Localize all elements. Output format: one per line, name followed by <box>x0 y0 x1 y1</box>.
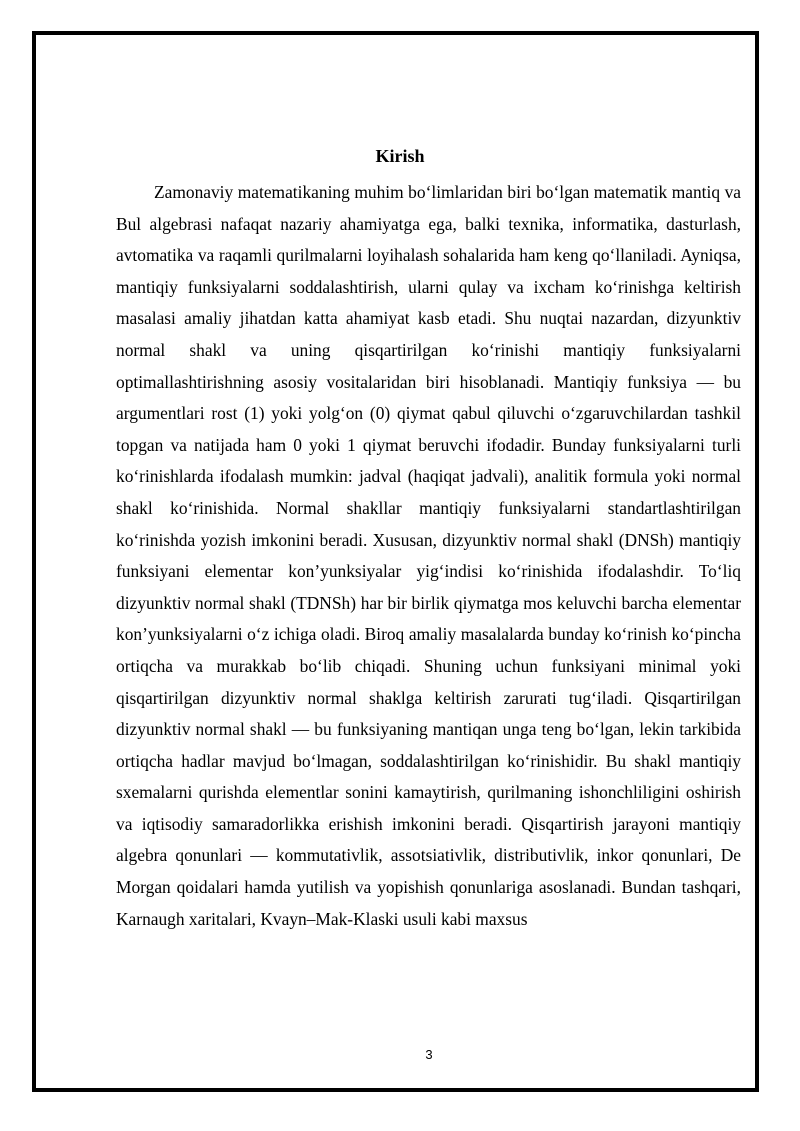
section-heading: Kirish <box>375 146 425 166</box>
page-number: 3 <box>425 1047 433 1062</box>
body-paragraph: Zamonaviy matematikaning muhim bo‘limlaridan biri bo‘lgan matematik mantiq va Bul algebrasi nafaqat nazariy ahamiyatga ega, balki texnika, informatika, dasturlash, avtomatika va raqamli qurilmalarni loyihalash sohalarida ham keng qo‘llaniladi. Ayniqsa, mantiqiy funksiyalarni soddalashtirish, ularni qulay va ixcham ko‘rinishga keltirish masalasi amaliy jihatdan katta ahamiyat kasb etadi. Shu nuqtai nazardan, dizyunktiv normal shakl va uning qisqartirilgan ko‘rinishi mantiqiy funksiyalarni optimallashtirishning asosiy vositalaridan biri hisoblanadi. Mantiqiy funksiya — bu argumentlari rost (1) yoki yolg‘on (0) qiymat qabul qiluvchi o‘zgaruvchilardan tashkil topgan va natijada ham 0 yoki 1 qiymat beruvchi ifodadir. Bunday funksiyalarni turli ko‘rinishlarda ifodalash mumkin: jadval (haqiqat jadvali), analitik formula yoki normal shakl ko‘rinishida. Normal shakllar mantiqiy funksiyalarni standartlashtirilgan ko‘rinishda yozish imkonini beradi. Xususan, dizyunktiv normal shakl (DNSh) mantiqiy funksiyani elementar kon’yunksiyalar yig‘indisi ko‘rinishida ifodalashdir. To‘liq dizyunktiv normal shakl (TDNSh) har bir birlik qiymatga mos keluvchi barcha elementar kon’yunksiyalarni o‘z ichiga oladi. Biroq amaliy masalalarda bunday ko‘rinish ko‘pincha ortiqcha va murakkab bo‘lib chiqadi. Shuning uchun funksiyani minimal yoki qisqartirilgan dizyunktiv normal shaklga keltirish zarurati tug‘iladi. Qisqartirilgan dizyunktiv normal shakl — bu funksiyaning mantiqan unga teng bo‘lgan, lekin tarkibida ortiqcha hadlar mavjud bo‘lmagan, soddalashtirilgan ko‘rinishidir. Bu shakl mantiqiy sxemalarni qurishda elementlar sonini kamaytirish, qurilmaning ishonchliligini oshirish va iqtisodiy samaradorlikka erishish imkonini beradi. Qisqartirish jarayoni mantiqiy algebra qonunlari — kommutativlik, assotsiativlik, distributivlik, inkor qonunlari, De Morgan qoidalari hamda yutilish va yopishish qonunlariga asoslanadi. Bundan tashqari, Karnaugh xaritalari, Kvayn–Mak-Klaski usuli kabi maxsus <box>116 182 741 929</box>
